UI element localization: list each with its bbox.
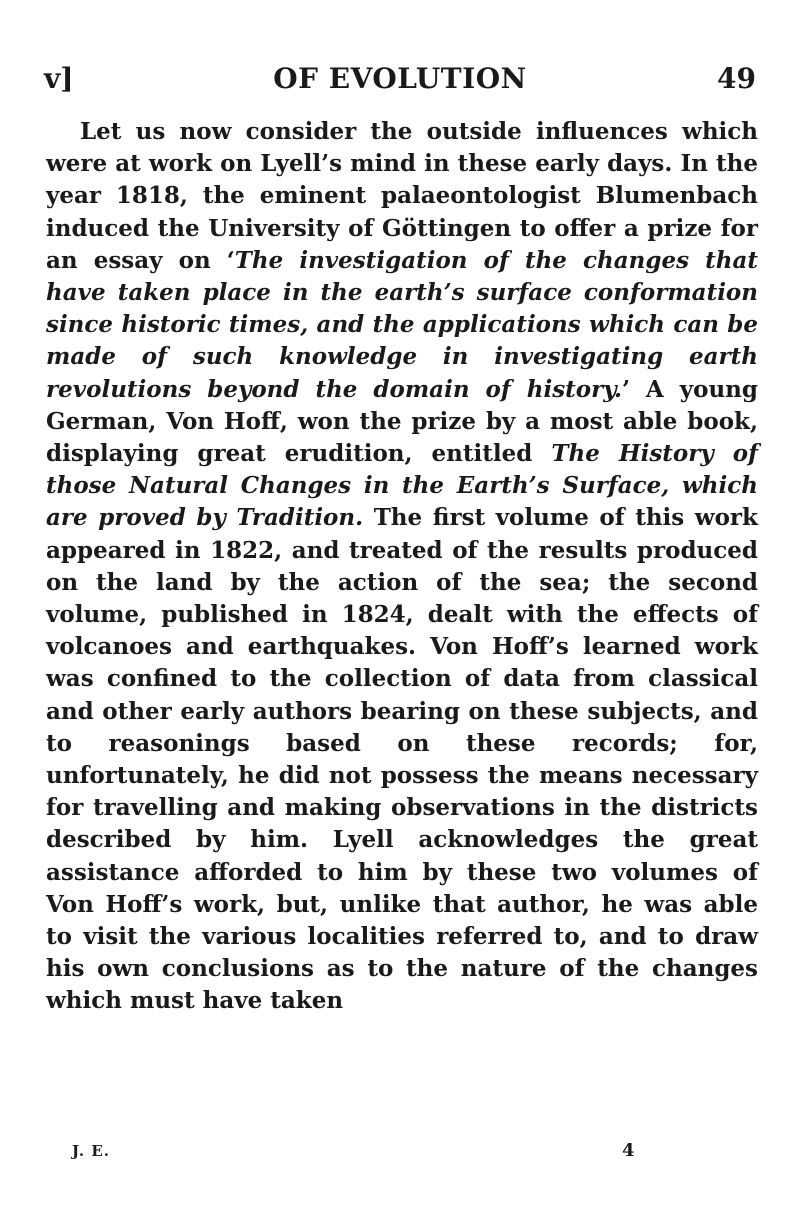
chapter-marker: v] — [44, 62, 74, 95]
running-header — [44, 62, 756, 102]
running-title: OF EVOLUTION — [273, 62, 527, 95]
italic-book-title: The History of those Natural Changes in the Earth’s Surface, which are proved by Tradition. — [46, 440, 758, 532]
signature-number: 4 — [622, 1140, 635, 1161]
text-run: The first volume of this work appeared in 1822, and treated of the results produced on the land by the action of the sea; the second volume, published in 1824, dealt with the effects of volcanoes and earthquakes. Von Hoff’s learned work was confined to the collection of data from classical and other early authors bearing on these subjects, and to reasonings based on these records; for, unfortunately, he did not possess the means necessary for travelling and making observations in the districts described by him. Lyell acknowledges the great assistance afforded to him by these two volumes of Von Hoff’s work, but, unlike that author, he was able to visit the various localities referred to, and to draw his own conclusions as to the nature of the changes which must have taken — [46, 504, 758, 1015]
text-run: ’ A young German, Von Hoff, won the prize by a most able book, displaying great erudition, entitled — [46, 375, 758, 468]
printer-signature: J. E. — [72, 1142, 111, 1160]
page-footer — [46, 1142, 758, 1166]
text-run: Let us now consider the outside influences which were at work on Lyell’s mind in these early days. In the year 1818, the eminent palaeontologist Blumenbach induced the University of Göttingen to offer a prize for an essay on ‘ — [46, 118, 758, 274]
body-paragraph — [46, 116, 758, 1018]
italic-essay-title: The investigation of the changes that have taken place in the earth’s surface conformation since historic times, and the applications which can be made of such knowledge in investigating earth revolutions beyond the domain of history. — [46, 246, 758, 403]
page-number: 49 — [717, 62, 756, 95]
